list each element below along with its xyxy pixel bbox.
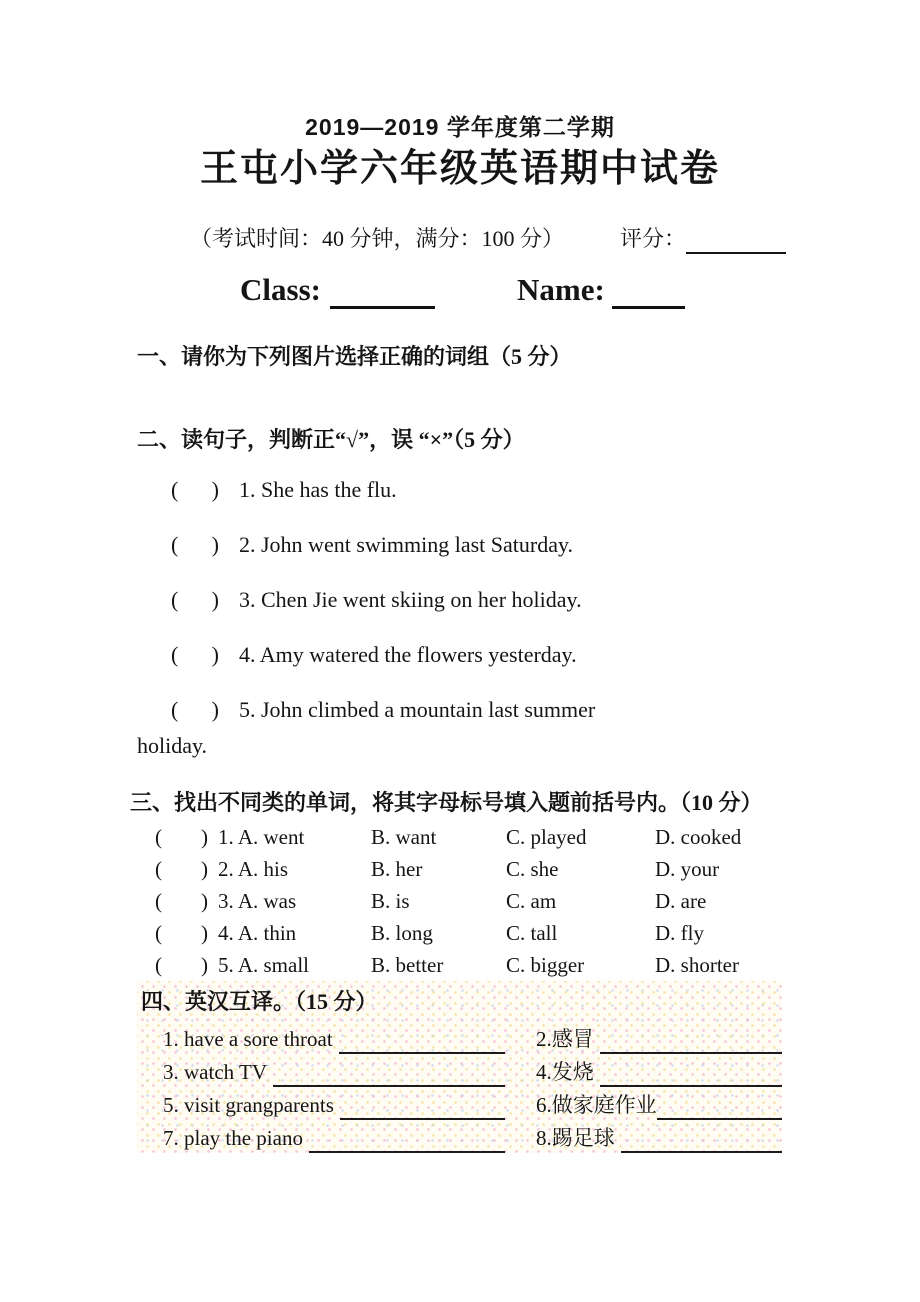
class-blank (330, 306, 435, 309)
section-four-heading: 四、英汉互译。（15 分） (141, 989, 378, 1014)
option-c: C. tall (506, 921, 558, 945)
answer-paren: ( ) (171, 477, 219, 502)
translation-phrase: 3. watch TV (163, 1060, 268, 1084)
exam-info-row (0, 224, 920, 254)
translation-left (163, 1057, 505, 1087)
option-d: D. are (655, 889, 707, 913)
answer-paren: ( ) (155, 857, 208, 881)
option-a: 5. A. small (218, 953, 310, 977)
translation-row (137, 1087, 782, 1120)
option-d: D. your (655, 857, 720, 881)
option-b: B. want (371, 825, 437, 849)
translation-left (163, 1123, 505, 1153)
tf-item-text: 2. John went swimming last Saturday. (239, 532, 574, 557)
name-blank (612, 306, 685, 309)
translation-row (137, 1054, 782, 1087)
translation-phrase: 2.感冒 (536, 1027, 594, 1051)
option-a: 4. A. thin (218, 921, 297, 945)
answer-paren: ( ) (155, 921, 208, 945)
answer-blank (621, 1125, 782, 1153)
tf-item (171, 588, 920, 612)
tf-item (171, 698, 920, 722)
tf-item-text: 5. John climbed a mountain last summer (239, 697, 596, 722)
translation-row (137, 1021, 782, 1054)
option-a: 2. A. his (218, 857, 289, 881)
translation-right (536, 1024, 782, 1054)
tf-item (171, 478, 920, 502)
tf-item-text: 3. Chen Jie went skiing on her holiday. (239, 587, 582, 612)
answer-paren: ( ) (171, 587, 219, 612)
answer-paren: ( ) (155, 825, 208, 849)
page-title: 王屯小学六年级英语期中试卷 (199, 148, 720, 190)
tf-item (171, 643, 920, 667)
answer-paren: ( ) (171, 532, 219, 557)
option-b: B. long (371, 921, 433, 945)
odd-one-out-row (155, 885, 920, 917)
highlighted-translation-block (137, 981, 782, 1153)
option-b: B. better (371, 953, 444, 977)
answer-blank (273, 1059, 505, 1087)
translation-phrase: 4.发烧 (536, 1060, 594, 1084)
odd-one-out-row (155, 917, 920, 949)
odd-one-out-rows (0, 821, 920, 981)
translation-phrase: 1. have a sore throat (163, 1027, 333, 1051)
class-label: Class: (240, 272, 321, 307)
class-name-row (0, 268, 920, 316)
answer-paren: ( ) (155, 889, 208, 913)
section-two-heading: 二、读句子，判断正“√”，误 “×”（5 分） (137, 427, 525, 452)
score-blank (686, 228, 786, 254)
tf-item5-continuation: holiday. (137, 733, 208, 758)
option-a: 3. A. was (218, 889, 297, 913)
translation-phrase: 5. visit grangparents (163, 1093, 334, 1117)
translation-rows (137, 1021, 782, 1153)
translation-right (536, 1123, 782, 1153)
option-c: C. she (506, 857, 559, 881)
answer-blank (600, 1026, 782, 1054)
true-false-items (0, 478, 920, 722)
translation-phrase: 7. play the piano (163, 1126, 303, 1150)
option-b: B. her (371, 857, 423, 881)
option-d: D. shorter (655, 953, 739, 977)
section-one-heading: 一、请你为下列图片选择正确的词组（5 分） (137, 344, 572, 369)
option-b: B. is (371, 889, 410, 913)
odd-one-out-row (155, 821, 920, 853)
option-d: D. cooked (655, 825, 742, 849)
answer-blank (339, 1026, 505, 1054)
translation-left (163, 1024, 505, 1054)
option-c: C. bigger (506, 953, 585, 977)
translation-phrase: 8.踢足球 (536, 1126, 615, 1150)
answer-blank (309, 1125, 505, 1153)
option-c: C. played (506, 825, 587, 849)
translation-right (536, 1090, 782, 1120)
score-field (620, 224, 786, 254)
odd-one-out-row (155, 949, 920, 981)
tf-item (171, 533, 920, 557)
translation-left (163, 1090, 505, 1120)
tf-item-text: 1. She has the flu. (239, 477, 397, 502)
answer-blank (340, 1092, 505, 1120)
score-label: 评分： (620, 226, 687, 251)
exam-info: （考试时间：40 分钟，满分：100 分） (190, 226, 565, 251)
answer-blank (600, 1059, 782, 1087)
option-a: 1. A. went (218, 825, 305, 849)
answer-paren: ( ) (171, 697, 219, 722)
section-three-heading: 三、找出不同类的单词，将其字母标号填入题前括号内。（10 分） (130, 790, 763, 815)
school-year-subtitle: 2019—2019 学年度第二学期 (305, 114, 615, 140)
translation-row (137, 1120, 782, 1153)
name-label: Name: (517, 272, 605, 307)
tf-item-text: 4. Amy watered the flowers yesterday. (239, 642, 577, 667)
answer-blank (657, 1092, 782, 1120)
odd-one-out-row (155, 853, 920, 885)
option-c: C. am (506, 889, 557, 913)
answer-paren: ( ) (171, 642, 219, 667)
option-d: D. fly (655, 921, 704, 945)
translation-phrase: 6.做家庭作业 (536, 1093, 657, 1117)
answer-paren: ( ) (155, 953, 208, 977)
translation-right (536, 1057, 782, 1087)
